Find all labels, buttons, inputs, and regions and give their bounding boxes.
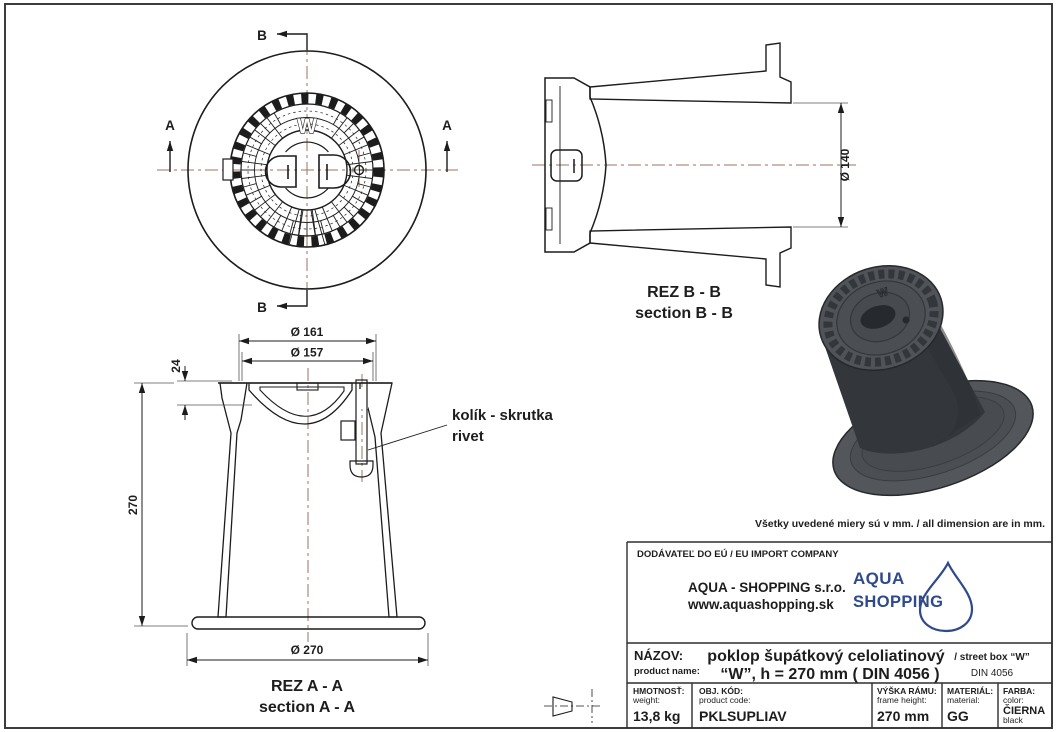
company-name: AQUA - SHOPPING s.r.o. — [688, 580, 846, 595]
dim-text-270d: Ø 270 — [290, 643, 324, 657]
units-note: Všetky uvedené miery sú v mm. / all dimension are in mm. — [754, 518, 1045, 530]
dim-text-157: Ø 157 — [290, 345, 324, 360]
rivet-callout-line1: kolík - skrutka — [452, 407, 553, 424]
weight-value: 13,8 kg — [633, 708, 681, 724]
logo-text-aqua: AQUA — [853, 569, 905, 588]
code-value: PKLSUPLIAV — [699, 708, 787, 724]
aa-rivet-channel — [355, 389, 368, 409]
frame-label: VÝŠKA RÁMU: — [877, 686, 937, 696]
color-label: FARBA: — [1003, 686, 1036, 696]
section-bb-subtitle: section B - B — [635, 305, 733, 322]
company-website: www.aquashopping.sk — [688, 597, 834, 612]
section-letter-a-left: A — [165, 118, 175, 133]
section-aa-subtitle: section A - A — [258, 699, 356, 716]
material-label: MATERIÁL: — [947, 686, 994, 696]
color-sublabel: color: — [1003, 695, 1024, 705]
material-value: GG — [947, 708, 969, 724]
color-value-sub: black — [1003, 715, 1023, 725]
name-label: NÁZOV: — [634, 648, 684, 663]
name-sublabel: product name: — [634, 666, 700, 677]
code-label: OBJ. KÓD: — [699, 686, 743, 696]
code-sublabel: product code: — [699, 695, 751, 705]
name-right-line1: / street box “W” — [954, 652, 1030, 663]
section-letter-b-bottom: B — [257, 300, 267, 315]
lid-notch — [223, 159, 233, 180]
render-lid-marking: W — [876, 285, 890, 301]
dim-text-24: 24 — [169, 359, 183, 373]
lid-marking: W — [297, 115, 317, 138]
frame-sublabel: frame height: — [877, 695, 927, 705]
section-bb-title: REZ B - B — [647, 284, 721, 301]
material-sublabel: material: — [947, 695, 980, 705]
render-rivet-hole — [903, 317, 910, 324]
supplier-label: DODÁVATEĽ DO EÚ / EU IMPORT COMPANY — [637, 549, 839, 560]
weight-sublabel: weight: — [633, 695, 660, 705]
color-value: ČIERNA — [1003, 705, 1046, 717]
dim-text-161: Ø 161 — [290, 325, 324, 339]
name-right-line2: DIN 4056 — [970, 668, 1014, 679]
rivet-callout-line2: rivet — [452, 428, 484, 445]
frame-value: 270 mm — [877, 708, 930, 724]
section-letter-b-top: B — [257, 28, 267, 43]
product-name-line2: “W”, h = 270 mm ( DIN 4056 ) — [720, 666, 940, 683]
logo-text-shopping: SHOPPING — [853, 593, 944, 611]
dim-text-140: Ø 140 — [838, 148, 852, 182]
dim-text-270h: 270 — [126, 494, 140, 516]
section-aa-title: REZ A - A — [271, 678, 343, 695]
product-name-line1: poklop šupátkový celoliatinový — [707, 648, 945, 665]
weight-label: HMOTNOSŤ: — [633, 686, 685, 696]
section-letter-a-right: A — [442, 118, 452, 133]
